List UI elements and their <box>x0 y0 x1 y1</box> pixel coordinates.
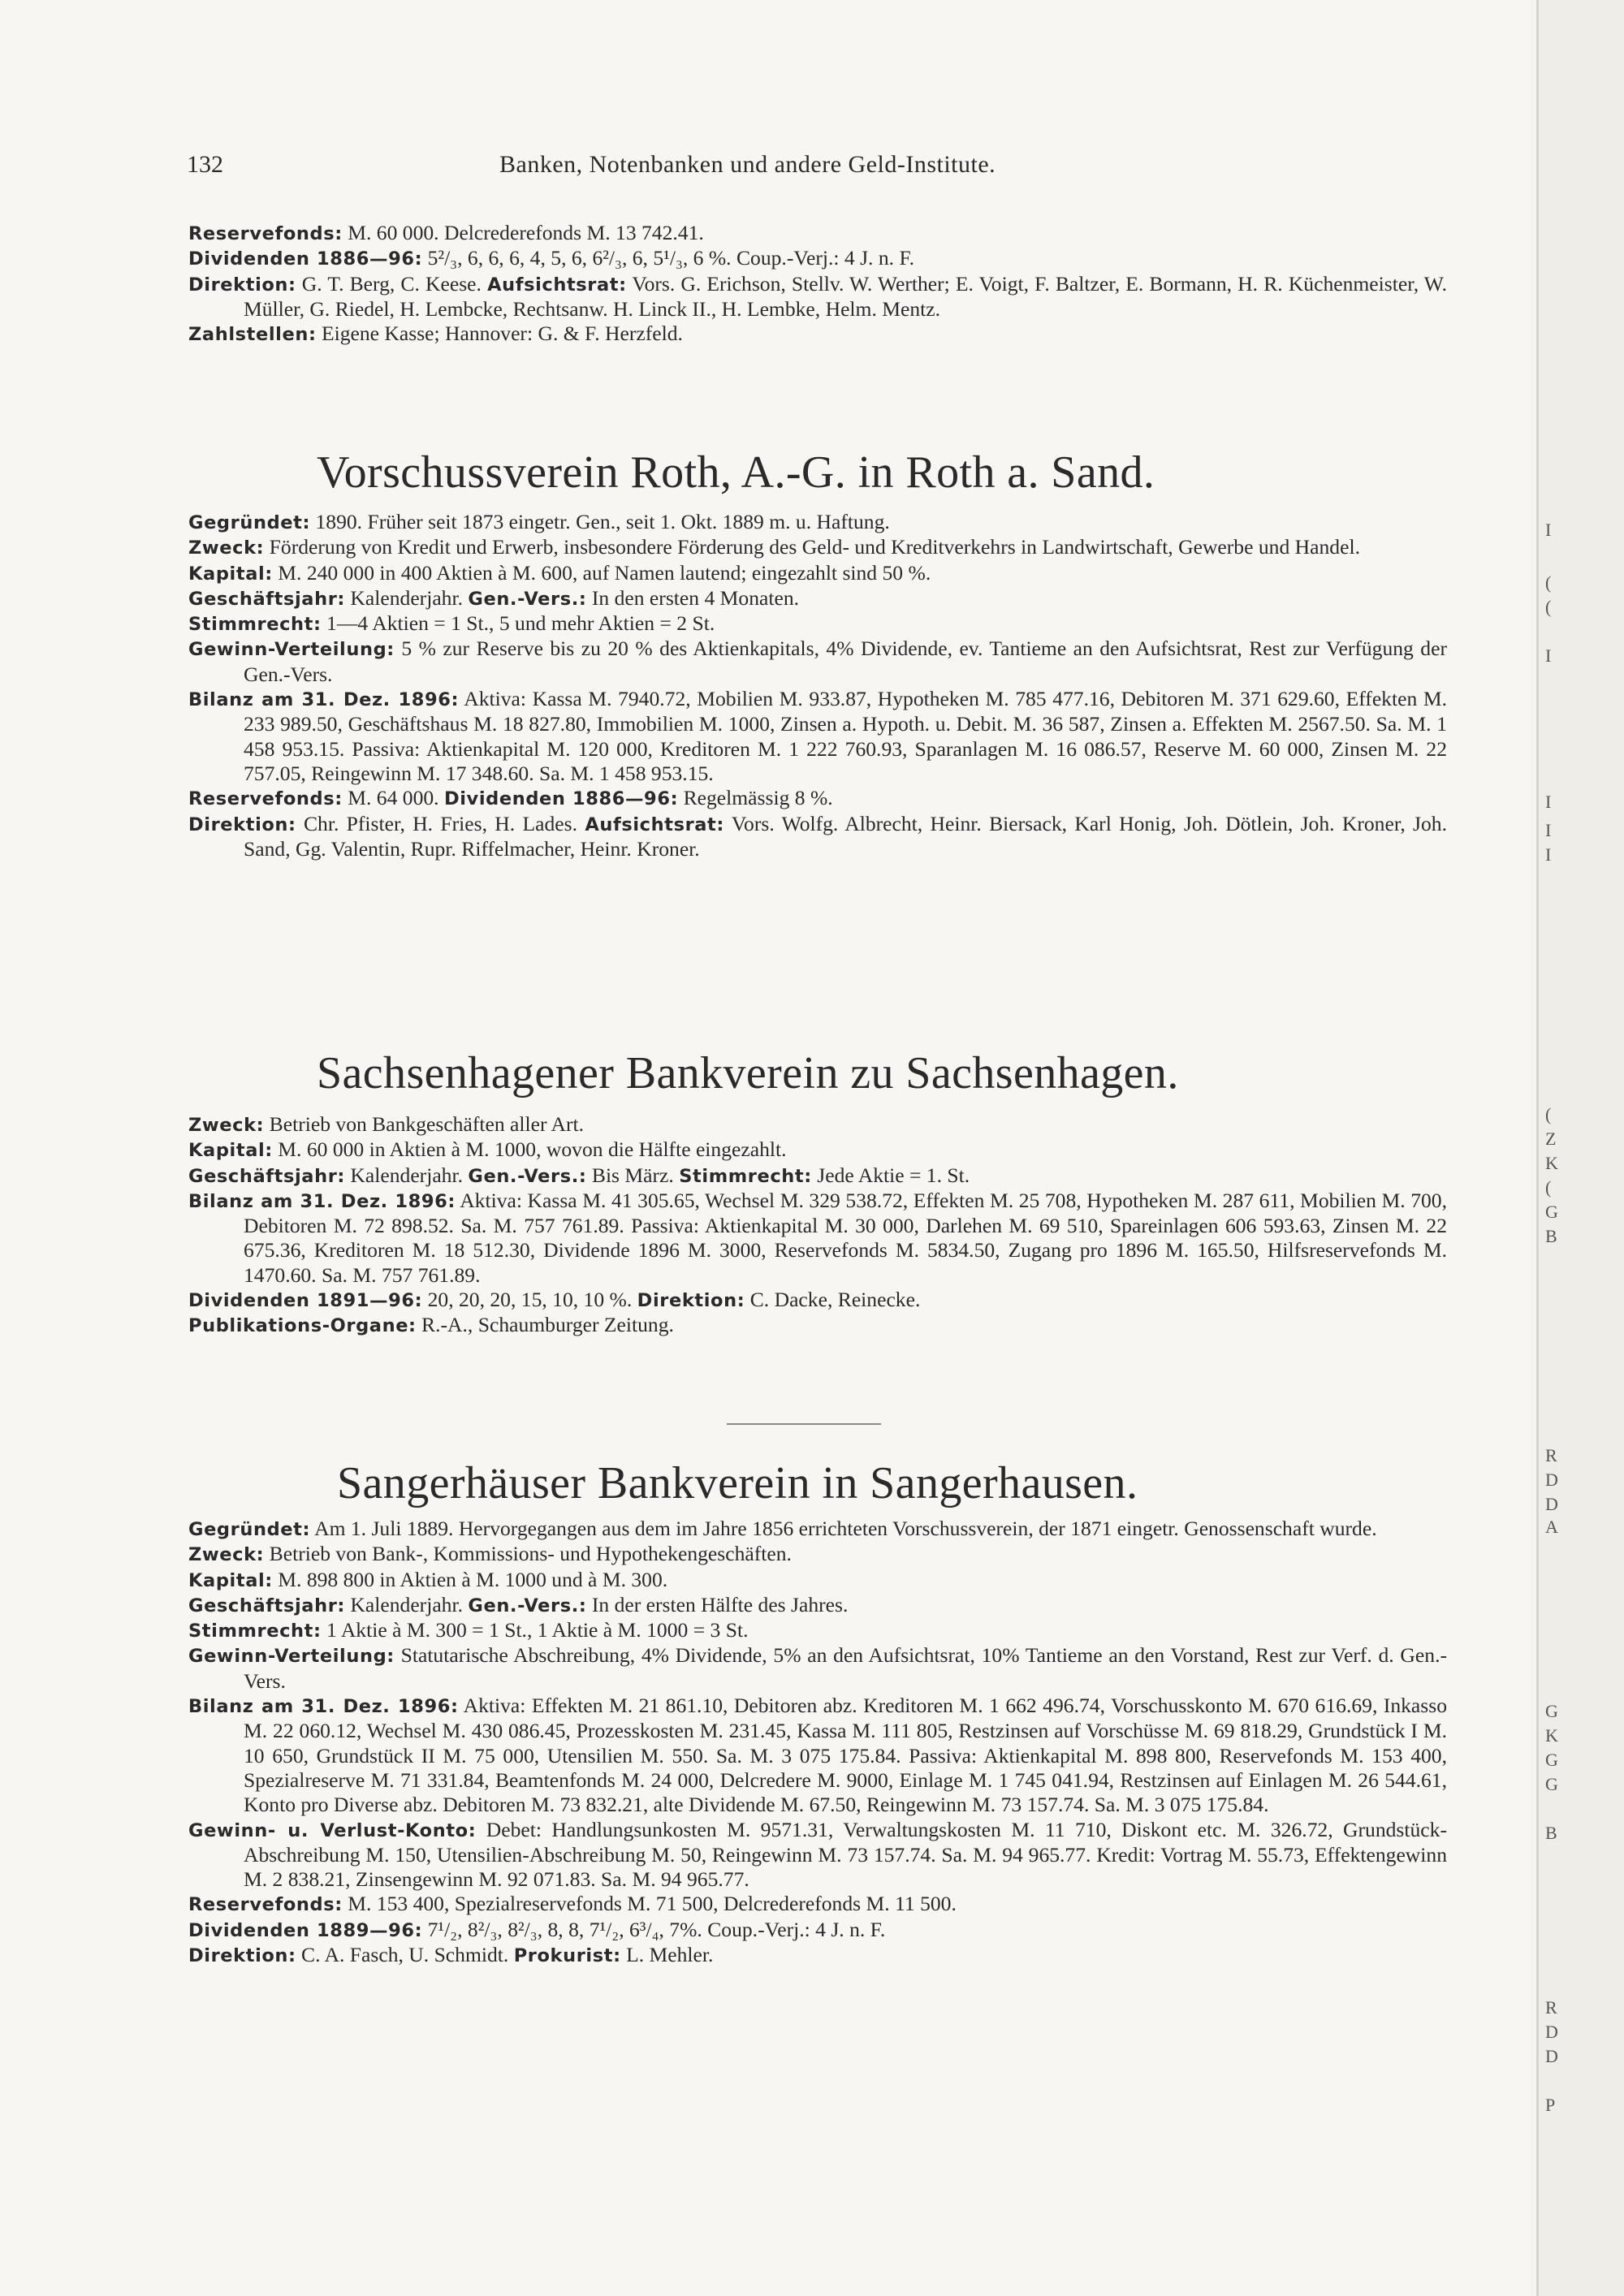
entry: Reservefonds: M. 60 000. Delcrederefonds M. 13 742.41. <box>188 221 704 244</box>
adjacent-page-margin <box>1536 0 1624 2296</box>
margin-glyph: K <box>1545 1153 1558 1173</box>
entry: Gegründet: Am 1. Juli 1889. Hervorgegangen aus dem im Jahre 1856 errichteten Vorschussverein, der 1871 eingetr. Genossenschaft wurde. <box>188 1517 1377 1540</box>
entry: Stimmrecht: 1—4 Aktien = 1 St., 5 und mehr Aktien = 2 St. <box>188 611 715 636</box>
margin-glyph: D <box>1545 2022 1558 2042</box>
margin-glyph: ( <box>1545 597 1552 617</box>
entry: Dividenden 1891—96: 20, 20, 20, 15, 10, 10 %. Direktion: C. Dacke, Reinecke. <box>188 1288 921 1312</box>
entry: Stimmrecht: 1 Aktie à M. 300 = 1 St., 1 Aktie à M. 1000 = 3 St. <box>188 1618 749 1642</box>
entry: Direktion: G. T. Berg, C. Keese. Aufsichtsrat: Vors. G. Erichson, Stellv. W. Werther; E. Voigt, F. Baltzer, E. Bormann, H. R. Küchenmeister, W. Müller, G. Riedel, H. Lembcke, Rechtsanw. H. Linck II., H. Lembke, Helm. Mentz. <box>188 271 1447 321</box>
entry: Bilanz am 31. Dez. 1896: Aktiva: Effekten M. 21 861.10, Debitoren abz. Kreditoren M. 1 662 496.74, Vorschusskonto M. 670 616.69, Inkasso M. 22 060.12, Wechsel M. 430 086.45, Prozesskosten M. 231.45, Kassa M. 111 805, Restzinsen auf Vorschüsse M. 69 818.29, Grundstück I M. 10 650, Grundstück II M. 75 000, Utensilien M. 550. Sa. M. 3 075 175.84. Passiva: Aktienkapital M. 898 800, Reservefonds M. 153 400, Spezialreserve M. 71 331.84, Beamtenfonds M. 24 000, Delcredere M. 9000, Einlage M. 1 745 041.94, Restzinsen auf Einlagen M. 26 544.61, Konto pro Diverse abz. Debitoren M. 73 832.21, alte Dividende M. 67.50, Reingewinn M. 73 157.74. Sa. M. 3 075 175.84. <box>188 1694 1447 1817</box>
margin-glyph: R <box>1545 1445 1557 1465</box>
margin-glyph: Z <box>1545 1129 1557 1149</box>
margin-glyph: B <box>1545 1226 1557 1246</box>
entry: Zahlstellen: Eigene Kasse; Hannover: G. & F. Herzfeld. <box>188 322 683 346</box>
entry: Zweck: Betrieb von Bankgeschäften aller Art. <box>188 1112 584 1136</box>
entry: Dividenden 1886—96: 5²/₃, 6, 6, 6, 4, 5, 6, 6²/₃, 6, 5¹/₃, 6 %. Coup.-Verj.: 4 J. n. F. <box>188 246 915 270</box>
margin-glyph: I <box>1545 792 1552 812</box>
margin-glyph: G <box>1545 1701 1558 1721</box>
margin-glyph: G <box>1545 1202 1558 1222</box>
margin-glyph: I <box>1545 820 1552 840</box>
entry: Kapital: M. 898 800 in Aktien à M. 1000 und à M. 300. <box>188 1567 668 1591</box>
entry: Geschäftsjahr: Kalenderjahr. Gen.-Vers.: Bis März. Stimmrecht: Jede Aktie = 1. St. <box>188 1163 970 1187</box>
margin-glyph: I <box>1545 844 1552 865</box>
margin-glyph: D <box>1545 1494 1558 1514</box>
entry: Direktion: Chr. Pfister, H. Fries, H. Lades. Aufsichtsrat: Vors. Wolfg. Albrecht, Heinr. Biersack, Karl Honig, Joh. Dötlein, Joh. Kroner, Joh. Sand, Gg. Valentin, Rupr. Riffelmacher, Heinr. Kroner. <box>188 811 1448 861</box>
continuation-block <box>188 221 1447 347</box>
entry: Gegründet: 1890. Früher seit 1873 eingetr. Gen., seit 1. Okt. 1889 m. u. Haftung. <box>188 510 890 533</box>
margin-glyph: ( <box>1545 1104 1552 1124</box>
entry: Zweck: Betrieb von Bank-, Kommissions- und Hypothekengeschäften. <box>188 1542 792 1566</box>
margin-glyph: G <box>1545 1774 1558 1794</box>
entry: Zweck: Förderung von Kredit und Erwerb, insbesondere Förderung des Geld- und Kreditverkehrs in Landwirtschaft, Gewerbe und Handel. <box>188 535 1360 559</box>
margin-glyph: A <box>1545 1517 1558 1537</box>
entry: Gewinn-Verteilung: Statutarische Abschreibung, 4% Dividende, 5% an den Aufsichtsrat, 10% Tantieme an den Vorstand, Rest zur Verf. d. Gen.-Vers. <box>188 1643 1447 1693</box>
margin-glyph: I <box>1545 645 1552 666</box>
section-body <box>188 510 1447 861</box>
entry: Bilanz am 31. Dez. 1896: Aktiva: Kassa M. 41 305.65, Wechsel M. 329 538.72, Effekten M. 25 708, Hypotheken M. 287 611, Mobilien M. 700, Debitoren M. 72 898.52. Sa. M. 757 761.89. Passiva: Aktienkapital M. 30 000, Darlehen M. 69 510, Spareinlagen 606 593.63, Zinsen M. 22 675.36, Kreditoren M. 18 512.30, Dividende 1896 M. 3000, Reservefonds M. 5834.50, Zugang pro 1896 M. 165.50, Hilfsreservefonds M. 1470.60. Sa. M. 757 761.89. <box>188 1188 1448 1287</box>
entry: Geschäftsjahr: Kalenderjahr. Gen.-Vers.: In der ersten Hälfte des Jahres. <box>188 1592 849 1616</box>
page-header <box>187 151 1445 183</box>
margin-glyph: P <box>1545 2095 1556 2115</box>
entry: Kapital: M. 60 000 in Aktien à M. 1000, wovon die Hälfte eingezahlt. <box>188 1137 787 1162</box>
section-body <box>188 1517 1447 1968</box>
entry: Reservefonds: M. 64 000. Dividenden 1886—96: Regelmässig 8 %. <box>188 786 833 810</box>
margin-glyph: D <box>1545 1470 1558 1490</box>
entry: Gewinn- u. Verlust-Konto: Debet: Handlungsunkosten M. 9571.31, Verwaltungskosten M. 11 710, Diskont etc. M. 326.72, Grundstück-Abschreibung M. 150, Utensilien-Abschreibung M. 50, Reingewinn M. 73 157.74. Sa. M. 94 965.77. Kredit: Vortrag M. 55.73, Effektengewinn M. 2 838.21, Zinsengewinn M. 92 071.83. Sa. M. 94 965.77. <box>188 1817 1447 1892</box>
margin-glyph: ( <box>1545 572 1552 593</box>
margin-glyph: R <box>1545 1997 1557 2018</box>
margin-glyph: ( <box>1545 1177 1552 1198</box>
entry: Dividenden 1889—96: 7¹/₂, 8²/₃, 8²/₃, 8, 8, 7¹/₂, 6³/₄, 7%. Coup.-Verj.: 4 J. n. F. <box>188 1917 886 1941</box>
section-title: Sachsenhagener Bankverein zu Sachsenhagen. <box>317 1048 1179 1098</box>
running-title: Banken, Notenbanken und andere Geld-Institute. <box>499 151 996 178</box>
entry: Geschäftsjahr: Kalenderjahr. Gen.-Vers.: In den ersten 4 Monaten. <box>188 585 800 610</box>
page-number: 132 <box>187 151 223 178</box>
entry: Direktion: C. A. Fasch, U. Schmidt. Prokurist: L. Mehler. <box>188 1943 714 1967</box>
margin-glyph: G <box>1545 1750 1558 1770</box>
section-title: Vorschussverein Roth, A.-G. in Roth a. Sand. <box>317 447 1155 498</box>
section-body <box>188 1112 1447 1339</box>
margin-glyph: I <box>1545 520 1552 540</box>
margin-glyph: D <box>1545 2046 1558 2066</box>
entry: Kapital: M. 240 000 in 400 Aktien à M. 600, auf Namen lautend; eingezahlt sind 50 %. <box>188 560 931 585</box>
margin-glyph: K <box>1545 1725 1558 1746</box>
entry: Gewinn-Verteilung: 5 % zur Reserve bis zu 20 % des Aktienkapitals, 4% Dividende, ev. Tantieme an den Aufsichtsrat, Rest zur Verfügung der Gen.-Vers. <box>188 637 1447 686</box>
entry: Bilanz am 31. Dez. 1896: Aktiva: Kassa M. 7940.72, Mobilien M. 933.87, Hypotheken M. 785 477.16, Debitoren M. 371 629.60, Effekten M. 233 989.50, Geschäftshaus M. 18 827.80, Immobilien M. 1000, Zinsen a. Hypoth. u. Debit. M. 36 587, Zinsen a. Effekten M. 2567.50. Sa. M. 1 458 953.15. Passiva: Aktienkapital M. 120 000, Kreditoren M. 1 222 760.93, Sparanlagen M. 16 086.57, Reserve M. 60 000, Zinsen M. 22 757.05, Reingewinn M. 17 348.60. Sa. M. 1 458 953.15. <box>188 687 1447 785</box>
margin-glyph: B <box>1545 1823 1557 1843</box>
entry: Reservefonds: M. 153 400, Spezialreservefonds M. 71 500, Delcrederefonds M. 11 500. <box>188 1892 957 1916</box>
entry: Publikations-Organe: R.-A., Schaumburger Zeitung. <box>188 1313 674 1337</box>
section-title: Sangerhäuser Bankverein in Sangerhausen. <box>337 1458 1138 1508</box>
section-divider <box>727 1423 881 1425</box>
